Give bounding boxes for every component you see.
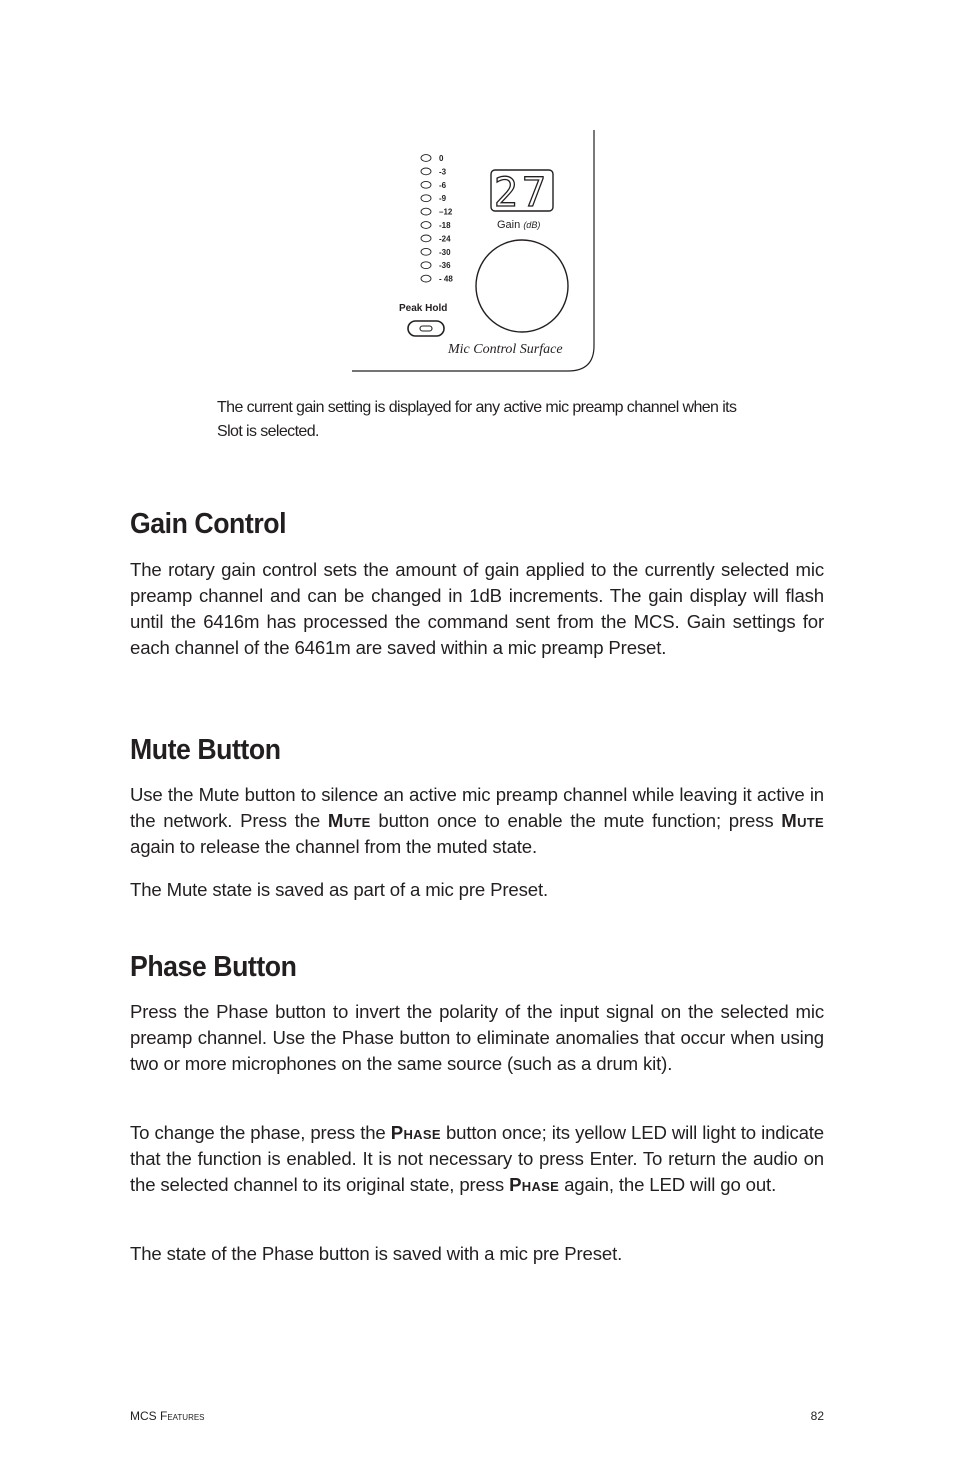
led-meter — [421, 154, 453, 284]
mute-preset-paragraph: The Mute state is saved as part of a mic pre Preset. — [130, 879, 548, 900]
meter-label: -9 — [439, 194, 447, 204]
led-indicator-icon — [421, 208, 431, 215]
led-indicator-icon — [421, 195, 431, 202]
phase-button-heading: Phase Button — [130, 951, 297, 983]
meter-label: -6 — [439, 180, 447, 190]
rotary-knob-icon[interactable] — [476, 240, 568, 332]
gain-label-text: Gain — [497, 219, 521, 231]
led-indicator-icon — [421, 275, 431, 282]
gain-control-paragraph: The rotary gain control sets the amount of gain applied to the currently selected mic preamp channel and can be changed in 1dB increments. The gain display will flash until the 6416m has processed the command sent from the MCS. Gain settings for each channel of the 6461m are saved within a mic preamp Preset. — [130, 559, 824, 658]
surface-label: Mic Control Surface — [448, 342, 563, 357]
mute-key-label: Mute — [327, 810, 371, 831]
meter-label: -3 — [439, 167, 447, 177]
figure-caption: The current gain setting is displayed for any active mic preamp channel when its Slot is selected. — [217, 399, 737, 440]
led-indicator-icon — [421, 168, 431, 175]
page-number: 82 — [810, 1409, 824, 1423]
phase-text-c: again, the LED will go out. — [559, 1174, 777, 1195]
led-indicator-icon — [421, 155, 431, 162]
phase-change-paragraph — [130, 1120, 824, 1198]
peak-hold-button-icon[interactable] — [408, 321, 444, 336]
mute-key-label-2: Mute — [781, 810, 824, 831]
gain-display-value: 27 — [493, 170, 551, 216]
mute-button-heading: Mute Button — [130, 734, 281, 766]
phase-text-b: button once; its yellow LED will light to indicate that the function is enabled. It is not necessary to press Enter. To return the audio on the selected channel to its original state, press — [130, 1122, 824, 1195]
meter-label: -24 — [439, 234, 451, 244]
gain-control-heading: Gain Control — [130, 508, 287, 540]
meter-label: -30 — [439, 247, 451, 257]
gain-unit-text: (dB) — [523, 220, 541, 230]
footer-section-b: Features — [160, 1409, 205, 1423]
footer-section-title — [130, 1409, 205, 1423]
mute-text-c: again to release the channel from the muted state. — [130, 836, 537, 857]
meter-label: -36 — [439, 261, 451, 271]
mute-text-b: button once to enable the mute function; press — [370, 810, 782, 831]
peak-hold-button-inner — [420, 326, 432, 331]
panel-border — [352, 130, 594, 371]
phase-text-a: To change the phase, press the — [130, 1122, 391, 1143]
footer-section-a: MCS — [130, 1409, 160, 1423]
phase-key-label: Phase — [390, 1122, 441, 1143]
led-indicator-icon — [421, 235, 431, 242]
meter-label: –12 — [439, 207, 453, 217]
mute-text-a: Use the Mute button to silence an active mic preamp channel while leaving it active in the network. Press the — [130, 784, 824, 831]
meter-label: - 48 — [439, 274, 453, 284]
led-indicator-icon — [421, 181, 431, 188]
phase-button-paragraph: Press the Phase button to invert the polarity of the input signal on the selected mic preamp channel. Use the Phase button to eliminate anomalies that occur when using two or more microphones on the same source (such as a drum kit). — [130, 1001, 824, 1074]
led-indicator-icon — [421, 262, 431, 269]
phase-preset-paragraph: The state of the Phase button is saved with a mic pre Preset. — [130, 1243, 623, 1264]
gain-label — [497, 219, 540, 231]
mic-control-surface-diagram — [348, 128, 598, 376]
mute-button-paragraph — [130, 782, 824, 860]
led-indicator-icon — [421, 248, 431, 255]
meter-label: 0 — [439, 154, 444, 163]
led-indicator-icon — [421, 222, 431, 229]
peak-hold-label: Peak Hold — [399, 303, 448, 314]
mic-control-surface-figure — [348, 128, 598, 376]
meter-label: -18 — [439, 221, 451, 230]
phase-key-label-2: Phase — [509, 1174, 560, 1195]
